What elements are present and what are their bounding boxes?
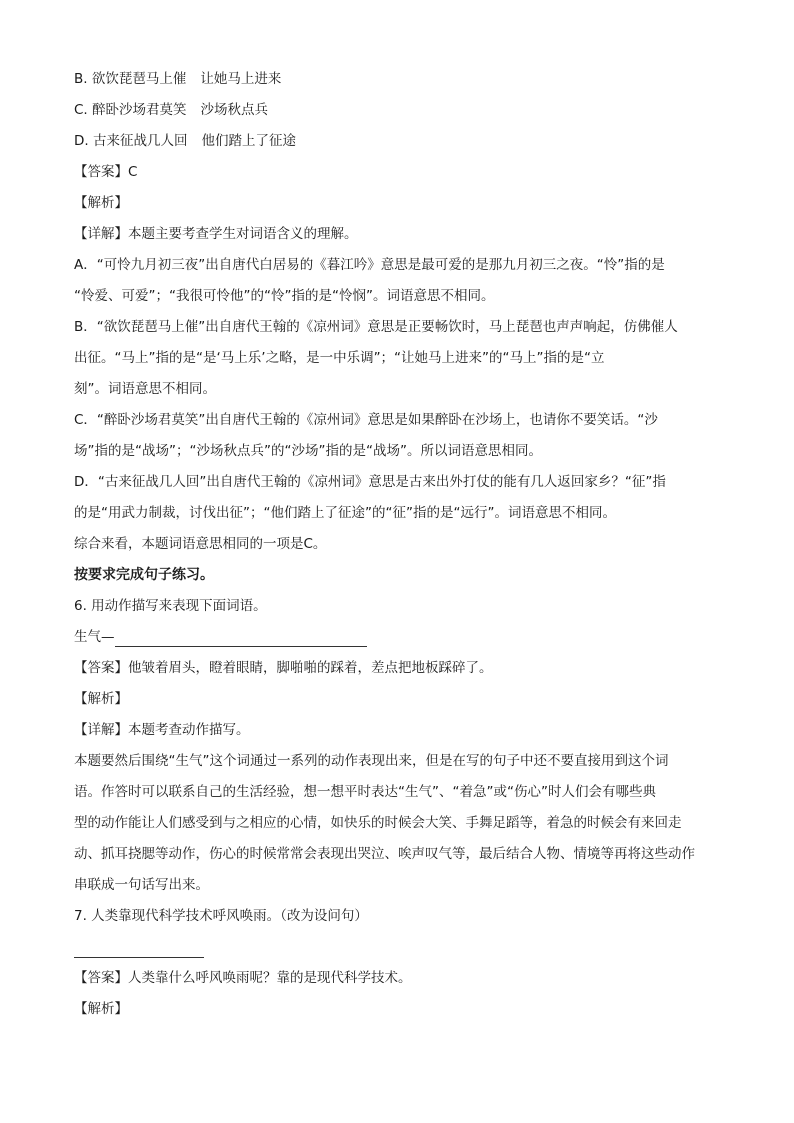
question-6-blank-row [74,622,724,653]
detail-5-a-line2: “怜爱、可爱”；“我很可怜他”的“怜”指的是“怜悯”。词语意思不相同。 [74,288,495,304]
option-d-head: D. 古来征战几人回 [74,133,188,149]
detail-6-line2: 语。作答时可以联系自己的生活经验，想一想平时表达“生气”、“着急”或“伤心”时人们会有哪些典 [74,784,656,800]
question-7: 7. 人类靠现代科学技术呼风唤雨。（改为设问句） [74,908,368,924]
option-b-tail: 让她马上进来 [200,71,282,87]
answer-blank[interactable] [74,957,204,958]
detail-6-line4: 动、抓耳挠腮等动作，伤心的时候常常会表现出哭泣、唉声叹气等，最后结合人物、情境等再将这些动作 [74,846,695,862]
detail-6-intro: 【详解】本题考查动作描写。 [74,722,250,738]
option-d-tail: 他们踏上了征途 [201,133,296,149]
option-d [74,126,724,157]
option-c-head: C. 醉卧沙场君莫笑 [74,102,187,118]
detail-5-b-line3: 刻”。词语意思不相同。 [74,381,216,397]
detail-6-line1: 本题要然后围绕“生气”这个词通过一系列的动作表现出来，但是在写的句子中还不要直接用到这个词 [74,753,669,769]
answer-7: 【答案】人类靠什么呼风唤雨呢？靠的是现代科学技术。 [74,970,412,986]
detail-5-c-line1: C．“醉卧沙场君莫笑”出自唐代王翰的《凉州词》意思是如果醉卧在沙场上，也请你不要笑话。“沙 [74,412,658,428]
detail-5-d-line2: 的是“用武力制裁，讨伐出征”；“他们踏上了征途”的“征”指的是“远行”。词语意思不相同。 [74,505,616,521]
detail-5-d-line1: D．“古来征战几人回”出自唐代王翰的《凉州词》意思是古来出外打仗的能有几人返回家乡？“征”指 [74,474,666,490]
detail-5-b-line2: 出征。“马上”指的是“是‘马上乐’之略，是一中乐调”；“让她马上进来”的“马上”指的是“立 [74,350,605,366]
detail-5-b-line1: B．“欲饮琵琶马上催”出自唐代王翰的《凉州词》意思是正要畅饮时，马上琵琶也声声响起，仿佛催人 [74,319,678,335]
detail-6-line5: 串联成一句话写出来。 [74,877,209,893]
detail-5-intro: 【详解】本题主要考查学生对词语含义的理解。 [74,226,358,242]
question-7-blank-row [74,932,724,963]
answer-5: 【答案】C [74,164,138,180]
question-6: 6. 用动作描写来表现下面词语。 [74,598,267,614]
analysis-7-label: 【解析】 [74,1001,128,1017]
detail-5-a-line1: A．“可怜九月初三夜”出自唐代白居易的《暮江吟》意思是最可爱的是那九月初三之夜。“怜”指的是 [74,257,665,273]
detail-5-summary: 综合来看，本题词语意思相同的一项是C。 [74,536,327,552]
option-c [74,95,724,126]
document-page [74,64,724,1025]
analysis-6-label: 【解析】 [74,691,128,707]
analysis-5-label: 【解析】 [74,195,128,211]
answer-blank[interactable] [115,628,367,647]
section-heading: 按要求完成句子练习。 [74,567,214,583]
detail-6-line3: 型的动作能让人们感受到与之相应的心情，如快乐的时候会大笑、手舞足蹈等，着急的时候会有来回走 [74,815,682,831]
detail-5-c-line2: 场”指的是“战场”；“沙场秋点兵”的“沙场”指的是“战场”。所以词语意思相同。 [74,443,542,459]
answer-6: 【答案】他皱着眉头，瞪着眼睛，脚啪啪的踩着，差点把地板踩碎了。 [74,660,493,676]
option-b-head: B. 欲饮琵琶马上催 [74,71,187,87]
question-6-prompt: 生气— [74,629,115,645]
option-c-tail: 沙场秋点兵 [200,102,269,118]
option-b [74,64,724,95]
